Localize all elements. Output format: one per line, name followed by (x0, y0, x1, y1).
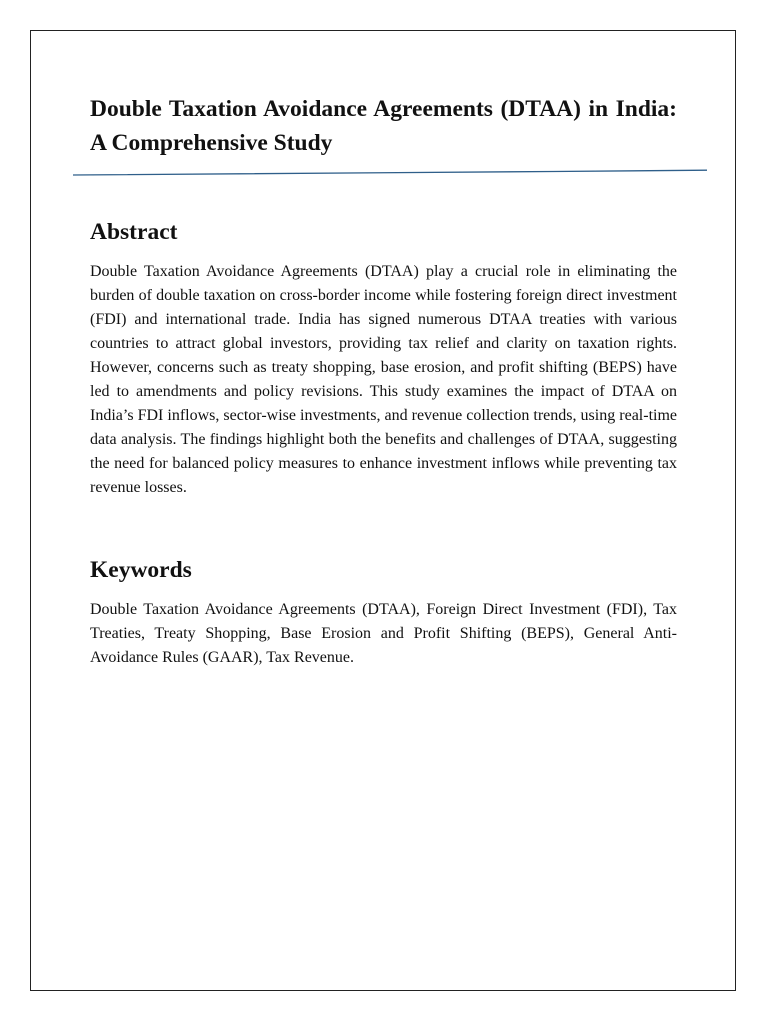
abstract-heading: Abstract (90, 219, 178, 245)
abstract-text: Double Taxation Avoidance Agreements (DTAA) play a crucial role in eliminating the burden of double taxation on cross-border income while fostering foreign direct investment (FDI) and international trade. India has signed numerous DTAA treaties with various countries to attract global investors, providing tax relief and clarity on taxation rights. However, concerns such as treaty shopping, base erosion, and profit shifting (BEPS) have led to amendments and policy revisions. This study examines the impact of DTAA on India’s FDI inflows, sector-wise investments, and revenue collection trends, using real-time data analysis. The findings highlight both the benefits and challenges of DTAA, suggesting the need for balanced policy measures to enhance investment inflows while preventing tax revenue losses. (90, 263, 677, 496)
title-divider (73, 169, 707, 177)
keywords-heading: Keywords (90, 557, 192, 583)
paper-title: Double Taxation Avoidance Agreements (DTAA) in India: A Comprehensive Study (90, 96, 677, 156)
keywords-text: Double Taxation Avoidance Agreements (DTAA), Foreign Direct Investment (FDI), Tax Treaties, Treaty Shopping, Base Erosion and Profit Shifting (BEPS), General Anti-Avoidance Rules (GAAR), Tax Revenue. (90, 601, 677, 666)
